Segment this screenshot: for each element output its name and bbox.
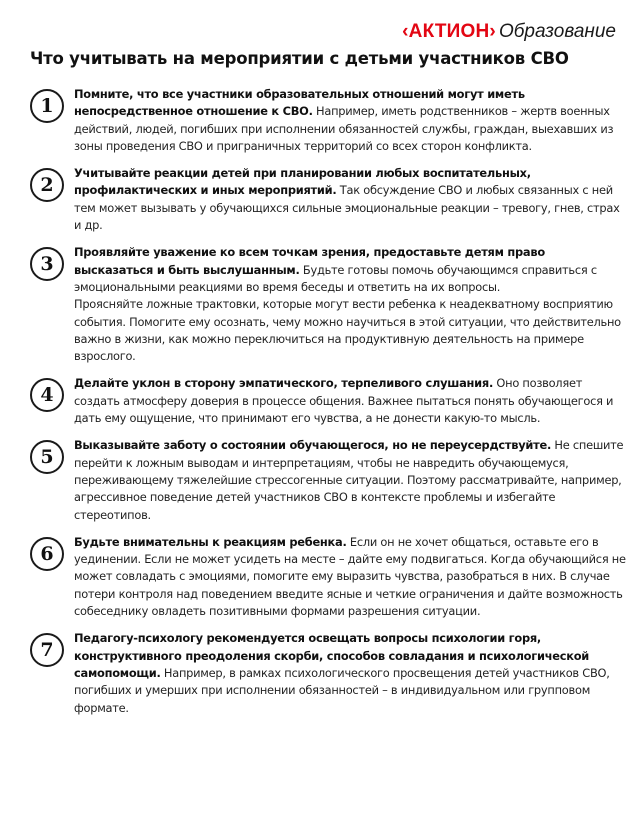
- list-item-3: [30, 244, 626, 365]
- item-body: Например, иметь родственников – жертв военных действий, людей, погибших при исполнении обязанностей службы, граждан, выехавших из зоны проведения СВО и приграничных территорий со всех сторон конфликта.: [74, 104, 614, 153]
- number-badge: 4: [30, 378, 64, 412]
- number-badge: 2: [30, 168, 64, 202]
- list-item-6: [30, 534, 626, 620]
- item-body-2: Проясняйте ложные трактовки, которые могут вести ребенка к неадекватному восприятию события. Помогите ему осознать, чему можно научиться в этой ситуации, что действительно важно в жизни, как можно переключиться на продуктивную деятельность на примере взрослого.: [74, 297, 621, 364]
- item-text: [74, 375, 626, 427]
- item-body: Оно позволяет создать атмосферу доверия в процессе общения. Важнее пытаться понять обучающегося и дать ему ощущение, что принимают его чувства, а не донести какую-то мысль.: [74, 376, 614, 426]
- logo-product: Образование: [498, 21, 616, 42]
- item-text: [74, 244, 626, 365]
- list-item-1: [30, 86, 626, 155]
- item-text: [74, 630, 626, 716]
- item-heading: Проявляйте уважение ко всем точкам зрения, предоставьте детям право высказаться и быть выслушанным.: [74, 245, 545, 277]
- item-heading: Выказывайте заботу о состоянии обучающегося, но не переусердствуйте.: [74, 438, 552, 453]
- item-heading: Помните, что все участники образовательных отношений могут иметь непосредственное отношение к СВО.: [74, 87, 525, 119]
- item-body: Так обсуждение СВО и любых связанных с ней тем может вызывать у обучающихся сильные эмоциональные реакции – тревогу, гнев, страх и др.: [74, 183, 620, 233]
- list-item-4: [30, 375, 626, 427]
- item-text: [74, 165, 626, 234]
- page-title: Что учитывать на мероприятии с детьми участников СВО: [30, 49, 569, 68]
- number-badge: 6: [30, 537, 64, 571]
- item-heading: Делайте уклон в сторону эмпатического, терпеливого слушания.: [74, 376, 494, 391]
- number-badge: 1: [30, 89, 64, 123]
- item-heading: Педагогу-психологу рекомендуется освещать вопросы психологии горя, конструктивного преодоления скорби, способов совладания и психологической самопомощи.: [74, 631, 590, 680]
- item-body: Не спешите перейти к ложным выводам и интерпретациям, чтобы не навредить обучающемуся, переживающему тяжелейшие стрессогенные ситуации. Поэтому рассматривайте, например, агрессивное поведение детей участников СВО в контексте проблемы и избегайте стереотипов.: [74, 438, 624, 522]
- item-body: Например, в рамках психологического просвещения детей участников СВО, погибших и умерших при исполнении обязанностей – в индивидуальном или групповом формате.: [74, 665, 610, 715]
- item-text: [74, 86, 626, 155]
- recommendations-list: [30, 86, 626, 727]
- item-heading: Учитывайте реакции детей при планировании любых воспитательных, профилактических и иных мероприятий.: [74, 166, 531, 198]
- number-badge: 5: [30, 440, 64, 474]
- list-item-5: [30, 437, 626, 523]
- list-item-2: [30, 165, 626, 234]
- list-item-7: [30, 630, 626, 716]
- logo-brand: ‹АКТИОН›: [402, 21, 496, 42]
- item-text: [74, 534, 626, 620]
- number-badge: 7: [30, 633, 64, 667]
- item-heading: Будьте внимательны к реакциям ребенка.: [74, 534, 347, 549]
- number-badge: 3: [30, 247, 64, 281]
- logo: [402, 21, 616, 43]
- item-body: Будьте готовы помочь обучающимся справиться с эмоциональными реакциями во время беседы и ответить на их вопросы.: [74, 262, 597, 294]
- item-text: [74, 437, 626, 523]
- item-body: Если он не хочет общаться, оставьте его в уединении. Если не может усидеть на месте – дайте ему подвигаться. Когда обучающийся не может совладать с эмоциями, помогите ему выразить чувства, разобраться в них. В случае потери контроля над поведением введите ясные и четкие ограничения и дайте возможность собеседнику овладеть позитивными формами разрешения ситуации.: [74, 534, 626, 619]
